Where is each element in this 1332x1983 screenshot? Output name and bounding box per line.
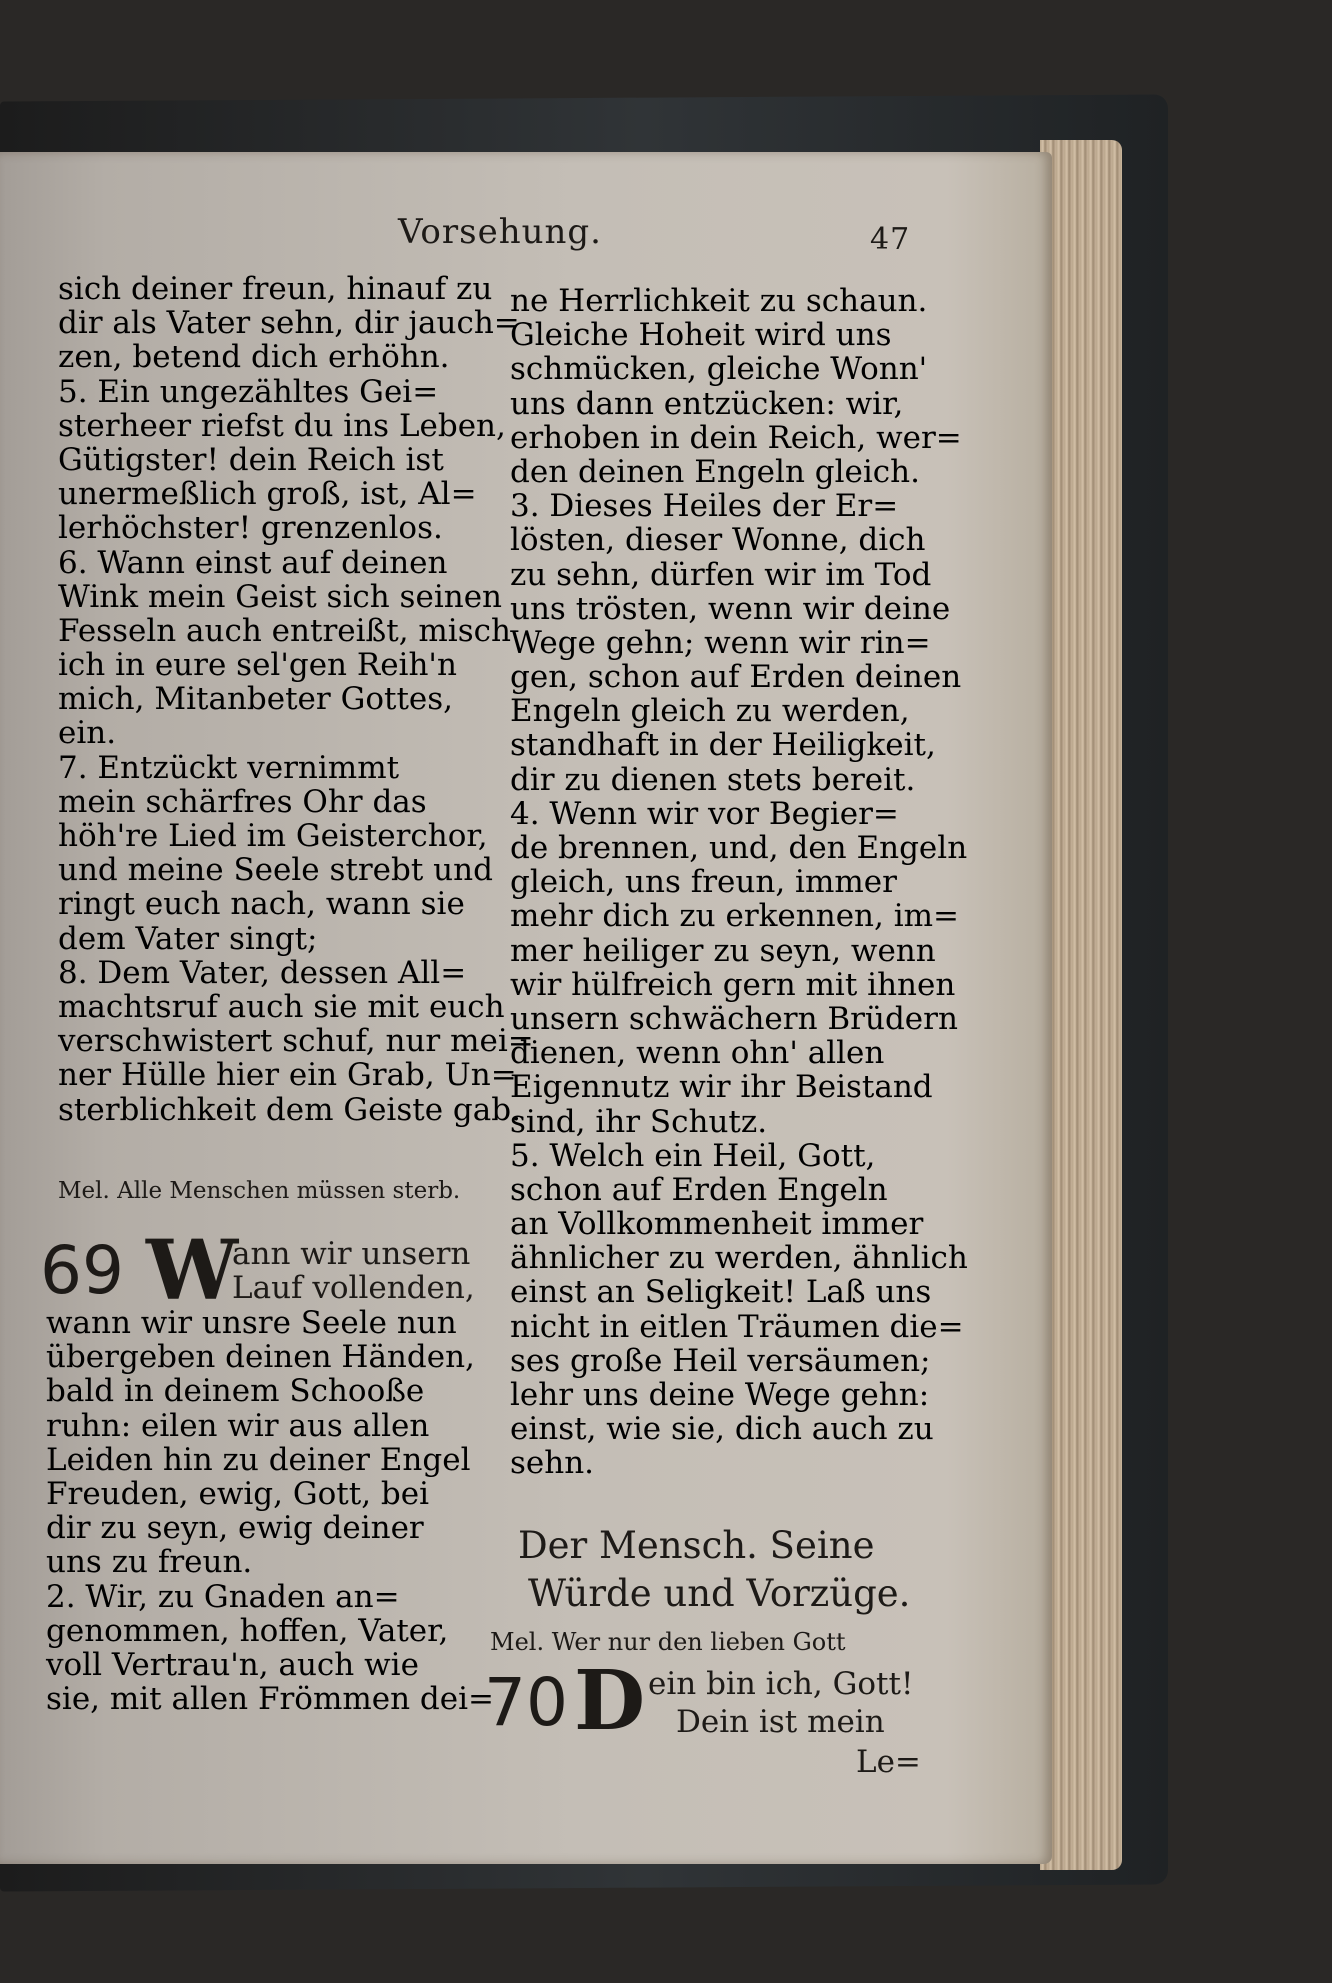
text-line: ne Herrlichkeit zu schaun. [510, 283, 928, 319]
text-line: dem Vater singt; [58, 920, 318, 957]
text-line: machtsruf auch sie mit euch [58, 988, 505, 1025]
hymn-first-line: Dein ist mein [676, 1704, 885, 1740]
text-line: voll Vertrau'n, auch wie [46, 1646, 419, 1683]
running-title: Vorsehung. [398, 212, 602, 252]
text-line: sind, ihr Schutz. [510, 1103, 768, 1140]
page-edges [1040, 140, 1122, 1870]
text-line: ner Hülle hier ein Grab, Un= [58, 1057, 517, 1094]
hymn-first-line: ein bin ich, Gott! [648, 1666, 914, 1702]
text-line: zu sehn, dürfen wir im Tod [510, 556, 932, 593]
section-title: Würde und Vorzüge. [528, 1572, 911, 1615]
text-line: den deinen Engeln gleich. [510, 453, 920, 490]
left-column [58, 272, 534, 1127]
text-line: sterheer riefst du ins Leben, [58, 407, 506, 444]
melody-line: Mel. Wer nur den lieben Gott [490, 1628, 846, 1656]
hymn-first-line: Lauf vollenden, [232, 1270, 475, 1306]
text-line: 7. Entzückt vernimmt [58, 749, 400, 786]
text-line: ringt euch nach, wann sie [58, 886, 465, 923]
text-line: zen, betend dich erhöhn. [58, 339, 450, 376]
text-line: Wink mein Geist sich seinen [58, 578, 503, 615]
text-line: übergeben deinen Händen, [46, 1339, 475, 1376]
text-line: sterblichkeit dem Geiste gab. [58, 1091, 521, 1128]
text-line: mehr dich zu erkennen, im= [510, 898, 960, 935]
text-line: erhoben in dein Reich, wer= [510, 419, 962, 456]
text-line: dir zu dienen stets bereit. [510, 761, 916, 798]
text-line: unermeßlich groß, ist, Al= [58, 476, 477, 513]
text-line: mer heiliger zu seyn, wenn [510, 932, 936, 969]
text-line: 2. Wir, zu Gnaden an= [46, 1578, 400, 1615]
text-line: nicht in eitlen Träumen die= [510, 1308, 964, 1345]
hymn-number: 70 [484, 1664, 568, 1741]
text-line: verschwistert schuf, nur mei= [58, 1023, 534, 1060]
text-line: ich in eure sel'gen Reih'n [58, 647, 457, 684]
text-line: 8. Dem Vater, dessen All= [58, 954, 467, 991]
text-line: an Vollkommenheit immer [510, 1206, 924, 1243]
drop-initial: D [574, 1653, 646, 1749]
text-line: einst, wie sie, dich auch zu [510, 1411, 934, 1448]
melody-line: Mel. Alle Menschen müssen sterb. [58, 1178, 461, 1204]
text-line: unsern schwächern Brüdern [510, 1000, 958, 1037]
text-line: standhaft in der Heiligkeit, [510, 727, 936, 764]
text-line: einst an Seligkeit! Laß uns [510, 1274, 932, 1311]
text-line: genommen, hoffen, Vater, [46, 1612, 449, 1649]
text-line: uns trösten, wenn wir deine [510, 590, 951, 627]
section-title: Der Mensch. Seine [518, 1524, 875, 1567]
text-line: Freuden, ewig, Gott, bei [46, 1475, 430, 1512]
text-line: wir hülfreich gern mit ihnen [510, 966, 956, 1003]
text-line: sich deiner freun, hinauf zu [58, 271, 493, 307]
text-line: sehn. [510, 1445, 595, 1482]
text-line: Wege gehn; wenn wir rin= [510, 624, 931, 661]
text-line: dienen, wenn ohn' allen [510, 1035, 885, 1072]
text-line: und meine Seele strebt und [58, 852, 493, 889]
text-line: 4. Wenn wir vor Begier= [510, 795, 899, 832]
page-number: 47 [870, 222, 911, 257]
text-line: gleich, uns freun, immer [510, 864, 897, 901]
text-line: Eigennutz wir ihr Beistand [510, 1069, 933, 1106]
text-line: dir als Vater sehn, dir jauch= [58, 305, 520, 342]
text-line: lerhöchster! grenzenlos. [58, 510, 443, 547]
text-line: 5. Ein ungezähltes Gei= [58, 373, 439, 410]
drop-initial: W [146, 1223, 239, 1319]
text-line: 6. Wann einst auf deinen [58, 544, 448, 581]
text-line: wann wir unsre Seele nun [46, 1305, 457, 1341]
text-line: sie, mit allen Frömmen dei= [46, 1681, 495, 1718]
text-line: schon auf Erden Engeln [510, 1171, 888, 1208]
text-line: Gütigster! dein Reich ist [58, 441, 444, 478]
text-line: Leiden hin zu deiner Engel [46, 1441, 471, 1478]
hymn-first-line: ann wir unsern [232, 1236, 471, 1272]
text-line: ruhn: eilen wir aus allen [46, 1407, 430, 1444]
text-line: mich, Mitanbeter Gottes, [58, 681, 454, 718]
hymn-number: 69 [40, 1232, 124, 1309]
text-line: ses große Heil versäumen; [510, 1342, 931, 1379]
text-line: Engeln gleich zu werden, [510, 693, 910, 730]
text-line: de brennen, und, den Engeln [510, 830, 968, 866]
text-line: schmücken, gleiche Wonn' [510, 351, 928, 388]
text-line: höh're Lied im Geisterchor, [58, 818, 488, 854]
text-line: ähnlicher zu werden, ähnlich [510, 1240, 968, 1277]
text-line: gen, schon auf Erden deinen [510, 659, 962, 696]
catchword: Le= [856, 1744, 921, 1780]
right-column [510, 284, 968, 1481]
text-line: 3. Dieses Heiles der Er= [510, 488, 899, 525]
text-line: uns dann entzücken: wir, [510, 385, 904, 422]
text-line: ein. [58, 715, 117, 752]
hymn-69-text [46, 1306, 494, 1716]
text-line: 5. Welch ein Heil, Gott, [510, 1137, 876, 1174]
text-line: Gleiche Hoheit wird uns [510, 317, 892, 354]
text-line: lehr uns deine Wege gehn: [510, 1377, 930, 1413]
text-line: dir zu seyn, ewig deiner [46, 1510, 424, 1547]
text-line: lösten, dieser Wonne, dich [510, 522, 926, 559]
text-line: mein schärfres Ohr das [58, 783, 427, 820]
text-line: bald in deinem Schooße [46, 1373, 425, 1410]
text-line: uns zu freun. [46, 1544, 253, 1581]
text-line: Fesseln auch entreißt, misch [58, 612, 511, 649]
